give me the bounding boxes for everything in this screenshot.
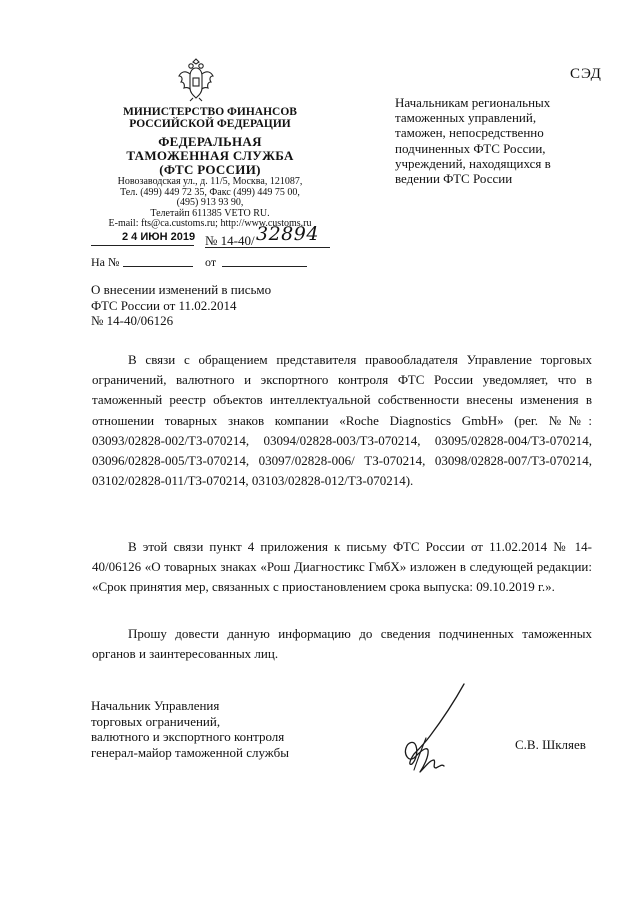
reference-number-label: На № [91, 255, 120, 269]
addressee-line: Начальникам региональных [395, 95, 551, 110]
addressee-line: таможен, непосредственно [395, 125, 544, 141]
body-paragraph: Прошу довести данную информацию до сведения подчиненных таможенных органов и заинтересованных лиц. [92, 626, 592, 662]
subject-block [91, 282, 331, 329]
coat-of-arms-icon [176, 58, 216, 102]
body-paragraph: В связи с обращением представителя правообладателя Управление торговых ограничений, валютного и экспортного контроля ФТС России уведомляет, что в таможенный реестр объектов интеллектуальной собственности внесены изменения в отношении товарных знаков компании «Roche Diagnostics GmbH» (рег. №№: 03093/02828-002/ТЗ-070214, 03094/02828-003/ТЗ-070214, 03095/02828-004/ТЗ-070214, 03096/02828-005/ТЗ-070214, 03097/02828-006/ ТЗ-070214, 03098/02828-007/ТЗ-070214, 03102/02828-011/ТЗ-070214, 03103/02828-012/ТЗ-070214). [92, 352, 592, 489]
subject-line: ФТС России от 11.02.2014 [91, 297, 237, 313]
addressee-line: учреждений, находящихся в [395, 155, 551, 171]
service-line: ТАМОЖЕННАЯ СЛУЖБА [126, 148, 294, 163]
position-line: Начальник Управления [91, 698, 220, 713]
date-stamp: 2 4 ИЮН 2019 [122, 231, 196, 243]
handwritten-signature [396, 680, 486, 780]
outgoing-number-handwritten: 32894 [256, 223, 319, 245]
reference-number-line [123, 266, 193, 267]
contact-line: (495) 913 93 90, [176, 197, 244, 209]
date-underline [91, 245, 194, 246]
body-paragraph: В этой связи пункт 4 приложения к письму ФТС России от 11.02.2014 № 14-40/06126 «О товарных знаках «Рош Диагностикс ГмбХ» изложен в следующей редакции: «Срок принятия мер, связанных с приостановлением срока выпуска: 09.10.2019 г.». [92, 539, 592, 595]
contact-line: Тел. (499) 449 72 35, Факс (499) 449 75 00, [120, 186, 300, 198]
position-line: торговых ограничений, [91, 713, 221, 729]
subject-line: О внесении изменений в письмо [91, 282, 272, 297]
service-name [100, 135, 320, 177]
signatory-name: С.В. Шкляев [515, 737, 586, 752]
ministry-line: РОССИЙСКОЙ ФЕДЕРАЦИИ [129, 118, 291, 130]
addressee-block [395, 95, 605, 186]
addressee-line: ведении ФТС России [395, 171, 513, 187]
number-underline [205, 247, 330, 248]
addressee-line: подчиненных ФТС России, [395, 140, 546, 156]
contact-line: E-mail: fts@ca.customs.ru; http://www.customs.ru [108, 218, 312, 230]
ministry-name [100, 106, 320, 130]
reference-date-line [222, 266, 307, 267]
sed-mark: СЭД [570, 66, 602, 82]
service-line: (ФТС РОССИИ) [159, 162, 261, 177]
subject-line: № 14-40/06126 [91, 313, 174, 328]
contact-line: Телетайп 611385 VETO RU. [150, 207, 270, 219]
contact-line: Новозаводская ул., д. 11/5, Москва, 121087, [117, 176, 303, 187]
addressee-line: таможенных управлений, [395, 110, 537, 126]
ministry-line: МИНИСТЕРСТВО ФИНАНСОВ [123, 106, 297, 118]
position-line: валютного и экспортного контроля [91, 729, 285, 744]
position-line: генерал-майор таможенной службы [91, 744, 289, 760]
outgoing-number-prefix: № 14-40/ [205, 233, 255, 248]
signatory-position [91, 698, 321, 760]
service-line: ФЕДЕРАЛЬНАЯ [158, 134, 262, 149]
reference-date-label: от [205, 255, 217, 269]
